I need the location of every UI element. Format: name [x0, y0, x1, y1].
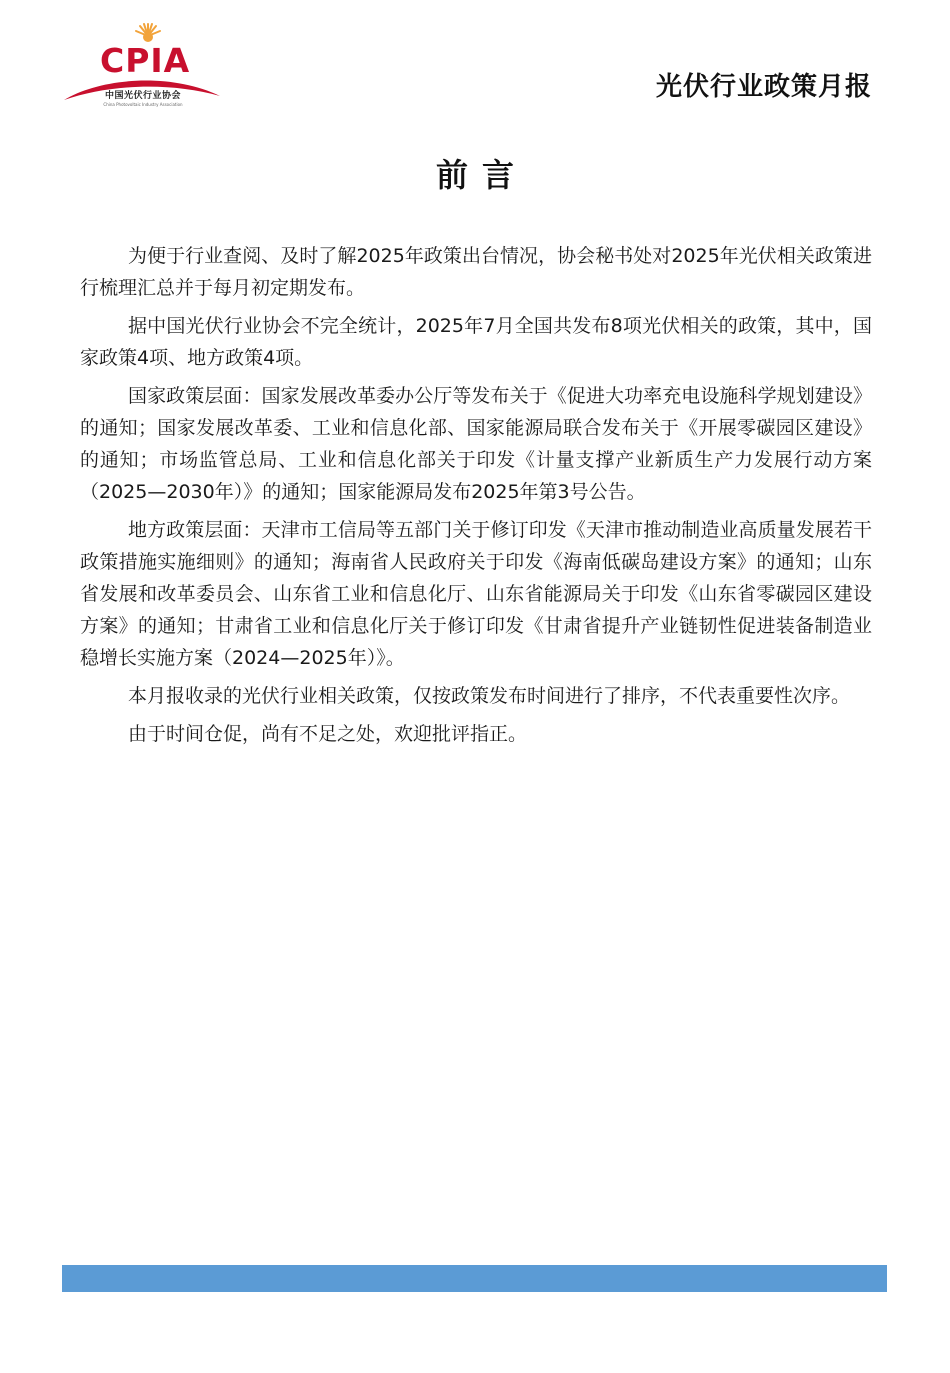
paragraph-national-policy: 国家政策层面：国家发展改革委办公厅等发布关于《促进大功率充电设施科学规划建设》的通知；国家发展改革委、工业和信息化部、国家能源局联合发布关于《开展零碳园区建设》的通知；市场监管总局、工业和信息化部关于印发《计量支撑产业新质生产力发展行动方案（2025—2030年）》的通知；国家能源局发布2025年第3号公告。: [80, 385, 872, 503]
logo-en-name: China Photovoltaic Industry Association: [103, 102, 183, 107]
logo-acronym: CPIA: [100, 41, 191, 80]
paragraph-closing: 由于时间仓促，尚有不足之处，欢迎批评指正。: [128, 723, 528, 745]
paragraph-intro: 为便于行业查阅、及时了解2025年政策出台情况，协会秘书处对2025年光伏相关政策进行梳理汇总并于每月初定期发布。: [80, 245, 872, 299]
paragraph-statistics: 据中国光伏行业协会不完全统计，2025年7月全国共发布8项光伏相关的政策，其中，国家政策4项、地方政策4项。: [80, 315, 872, 369]
paragraph-local-policy: 地方政策层面：天津市工信局等五部门关于修订印发《天津市推动制造业高质量发展若干政策措施实施细则》的通知；海南省人民政府关于印发《海南低碳岛建设方案》的通知；山东省发展和改革委员会、山东省工业和信息化厅、山东省能源局关于印发《山东省零碳园区建设方案》的通知；甘肃省工业和信息化厅关于修订印发《甘肃省提升产业链韧性促进装备制造业稳增长实施方案（2024—2025年）》。: [80, 519, 872, 669]
page-heading: 前言: [435, 156, 528, 194]
preface-body: [80, 240, 872, 756]
paragraph-ordering-note: 本月报收录的光伏行业相关政策，仅按政策发布时间进行了排序，不代表重要性次序。: [128, 685, 851, 707]
report-title: 光伏行业政策月报: [655, 72, 872, 102]
cpia-logo: [60, 20, 222, 112]
logo-cn-name: 中国光伏行业协会: [104, 91, 181, 101]
footer-bar: [62, 1265, 887, 1292]
